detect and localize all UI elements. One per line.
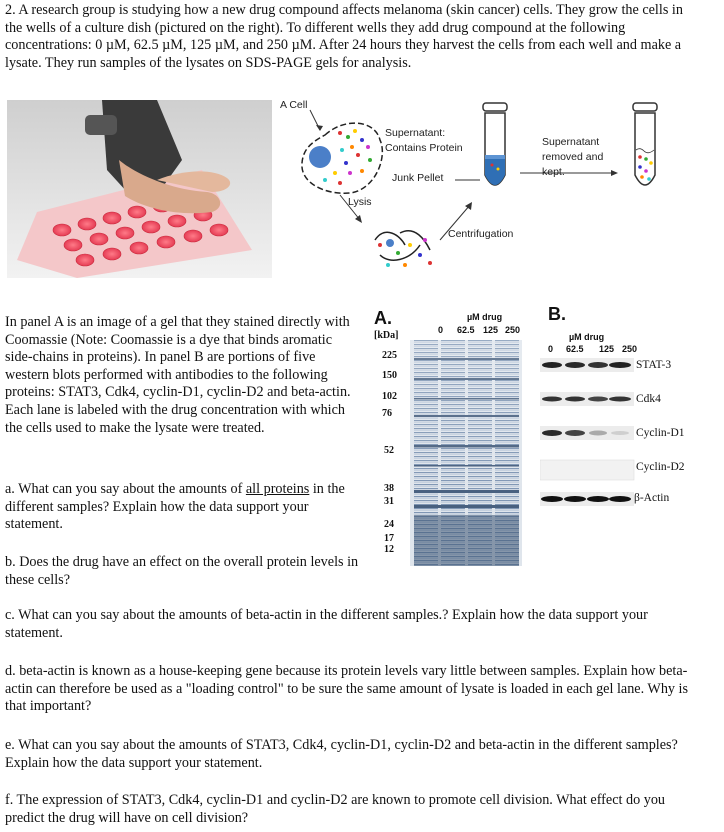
- question-a-pre: a. What can you say about the amounts of: [5, 481, 246, 497]
- supernatant-label-1: Supernatant:: [385, 127, 446, 139]
- cell-illustration: [302, 123, 382, 193]
- cdk4-label: Cdk4: [636, 393, 661, 405]
- panel-b-westerns: [540, 304, 720, 518]
- strip-stat3: [540, 358, 634, 372]
- panel-a-lane-3: 250: [505, 325, 521, 335]
- panel-a-label: A.: [374, 308, 392, 328]
- intro-paragraph: 2. A research group is studying how a new drug compound affects melanoma (skin cancer) cells. They grow the cells in the wells of a culture dish (pictured on the right). To different wells they add drug compound at the following concentrations: 0 µM, 62.5 µM, 125 µM, and 250 µM. After 24 hours they harvest the cells from each well and make a lysate. They run samples of the lysates on SDS-PAGE gels for analysis.: [5, 2, 683, 71]
- question-a-post: in the different samples? Explain how the data support your statement.: [5, 481, 345, 533]
- question-e: e. What can you say about the amounts of STAT3, Cdk4, cyclin-D1, cyclin-D2 and beta-actin in the different samples? Explain how the data support your statement.: [5, 737, 678, 771]
- panel-b-label: B.: [548, 304, 566, 324]
- panel-a-drug-label: µM drug: [467, 312, 503, 322]
- cyclin-d1-label: Cyclin-D1: [636, 427, 685, 439]
- panel-b-drug-label: µM drug: [569, 332, 605, 342]
- marker-38: 38: [384, 483, 394, 494]
- panel-a-gel: [372, 308, 532, 588]
- supernatant-tube: [633, 103, 657, 185]
- cyclin-d2-label: Cyclin-D2: [636, 461, 685, 473]
- marker-17: 17: [384, 533, 394, 544]
- lysis-diagram: [280, 95, 720, 290]
- panel-b-lane-0: 0: [548, 344, 554, 354]
- marker-31: 31: [384, 496, 394, 507]
- centrifugation-label: Centrifugation: [448, 228, 514, 240]
- junk-pellet-label: Junk Pellet: [392, 172, 444, 184]
- removed-label-3: kept.: [542, 166, 565, 178]
- marker-76: 76: [382, 408, 392, 419]
- strip-cdk4: [540, 392, 634, 406]
- western-strips: [540, 356, 636, 516]
- panel-a-lane-1: 62.5: [457, 325, 475, 335]
- strip-cyclin-d2: [540, 460, 634, 480]
- lysis-label: Lysis: [348, 196, 372, 208]
- marker-225: 225: [382, 350, 397, 361]
- panel-a-lane-2: 125: [483, 325, 499, 335]
- panel-description: In panel A is an image of a gel that they stained directly with Coomassie (Note: Coomassie is a dye that binds aromatic side-chains in proteins). In panel B are portions of five western blots performed with antibodies to the following proteins: STAT3, Cdk4, cyclin-D1, cyclin-D2 and beta-actin. Each lane is labeled with the drug concentration with which the cells used to make the lysate were treated.: [5, 314, 351, 436]
- marker-102: 102: [382, 391, 397, 402]
- culture-dish-photo: [7, 100, 272, 278]
- supernatant-label-2: Contains Protein: [385, 142, 463, 154]
- beta-actin-label: β-Actin: [634, 492, 670, 504]
- stat3-label: STAT-3: [636, 359, 672, 371]
- question-a: [5, 481, 360, 534]
- panel-a-kda-label: [kDa]: [374, 330, 399, 341]
- a-cell-label: A Cell: [280, 99, 308, 111]
- panel-b-lane-3: 250: [622, 344, 638, 354]
- strip-cyclin-d1: [540, 426, 634, 440]
- strip-beta-actin: [540, 492, 634, 506]
- panel-b-lane-2: 125: [599, 344, 615, 354]
- question-c: c. What can you say about the amounts of beta-actin in the different samples.? Explain how the data support your statement.: [5, 607, 648, 641]
- lysed-cell-debris: [375, 231, 432, 267]
- question-a-underline: all proteins: [245, 481, 310, 497]
- marker-12: 12: [384, 544, 394, 555]
- panel-a-lane-0: 0: [438, 325, 444, 335]
- question-b: b. Does the drug have an effect on the overall protein levels in these cells?: [5, 554, 359, 588]
- removed-label-2: removed and: [542, 151, 604, 163]
- marker-150: 150: [382, 370, 397, 381]
- question-d: d. beta-actin is known as a house-keeping gene because its protein levels vary little between samples. Explain how beta-actin can therefore be used as a "loading control" to be sure the same amount of lysate is loaded in each gel lane. Why is that important?: [5, 663, 689, 715]
- panel-b-lane-1: 62.5: [566, 344, 584, 354]
- centrifuge-tube: [483, 103, 507, 185]
- marker-52: 52: [384, 445, 394, 456]
- removed-label-1: Supernatant: [542, 136, 600, 148]
- gel-image: [410, 340, 522, 566]
- question-f: f. The expression of STAT3, Cdk4, cyclin-D1 and cyclin-D2 are known to promote cell division. What effect do you predict the drug will have on cell division?: [5, 792, 666, 826]
- marker-24: 24: [384, 519, 394, 530]
